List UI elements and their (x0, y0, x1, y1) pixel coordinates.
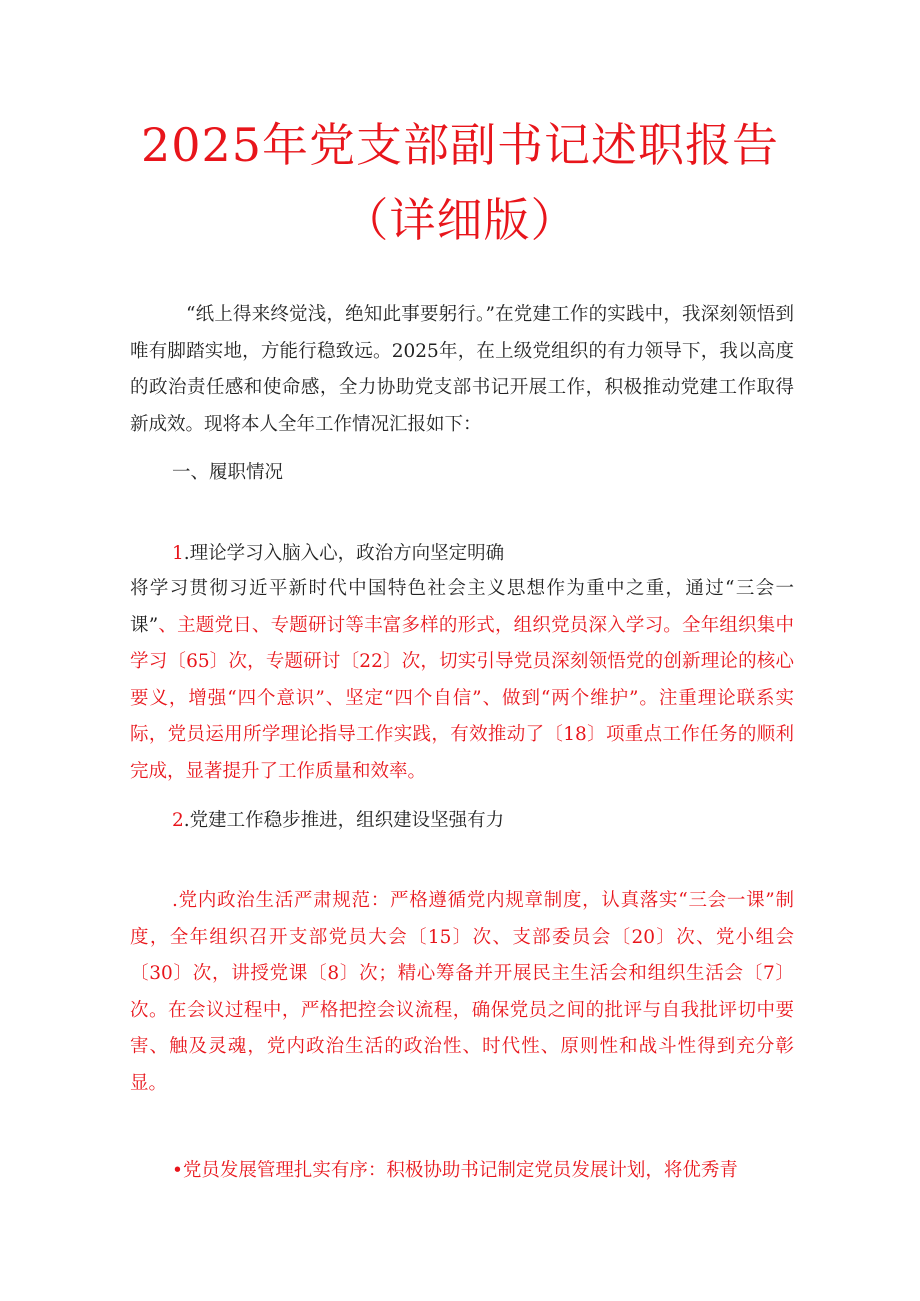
document-title: 2025年党支部副书记述职报告 (140, 118, 780, 172)
subsection-heading-2 (172, 803, 836, 840)
subsection-heading-1 (172, 536, 836, 573)
subsection-title-1: .理论学习入脑入心，政治方向坚定明确 (183, 543, 505, 564)
body-paragraph-1-red: 、主题党日、专题研讨等丰富多样的形式，组织党员深入学习。全年组织集中学习〔65〕次，专题研讨〔22〕次，切实引导党员深刻领悟党的创新理论的核心要义，增强“四个意识”、坚定“四个自信”、做到“两个维护”。注重理论联系实际，党员运用所学理论指导工作实践，有效推动了〔18〕项重点工作任务的顺利完成，显著提升了工作质量和效率。 (130, 614, 794, 782)
body-paragraph-3: •党员发展管理扎实有序：积极协助书记制定党员发展计划，将优秀青 (172, 1160, 738, 1181)
subsection-number-1: 1 (172, 543, 184, 564)
body-paragraph-1-black: 将学习贯彻习近平新时代中国特色社会主义思想作为重中之重，通过“三会一课” (130, 578, 794, 636)
section-heading: 一、履职情况 (172, 462, 284, 483)
document-subtitle: （详细版） (342, 193, 578, 247)
subsection-title-2: .党建工作稳步推进，组织建设坚强有力 (183, 810, 505, 831)
body-paragraph-2: .党内政治生活严肃规范：严格遵循党内规章制度，认真落实“三会一课”制度，全年组织召开支部党员大会〔15〕次、支部委员会〔20〕次、党小组会〔30〕次，讲授党课〔8〕次；精心筹备并开展民主生活会和组织生活会〔7〕次。在会议过程中，严格把控会议流程，确保党员之间的批评与自我批评切中要害、触及灵魂，党内政治生活的政治性、时代性、原则性和战斗性得到充分彰显。 (130, 890, 794, 1094)
subsection-number-2: 2 (172, 810, 184, 831)
intro-paragraph: “纸上得来终觉浅，绝知此事要躬行。”在党建工作的实践中，我深刻领悟到唯有脚踏实地，方能行稳致远。2025年，在上级党组织的有力领导下，我以高度的政治责任感和使命感，全力协助党支部书记开展工作，积极推动党建工作取得新成效。现将本人全年工作情况汇报如下： (130, 304, 794, 435)
body-paragraph-1 (130, 571, 794, 790)
